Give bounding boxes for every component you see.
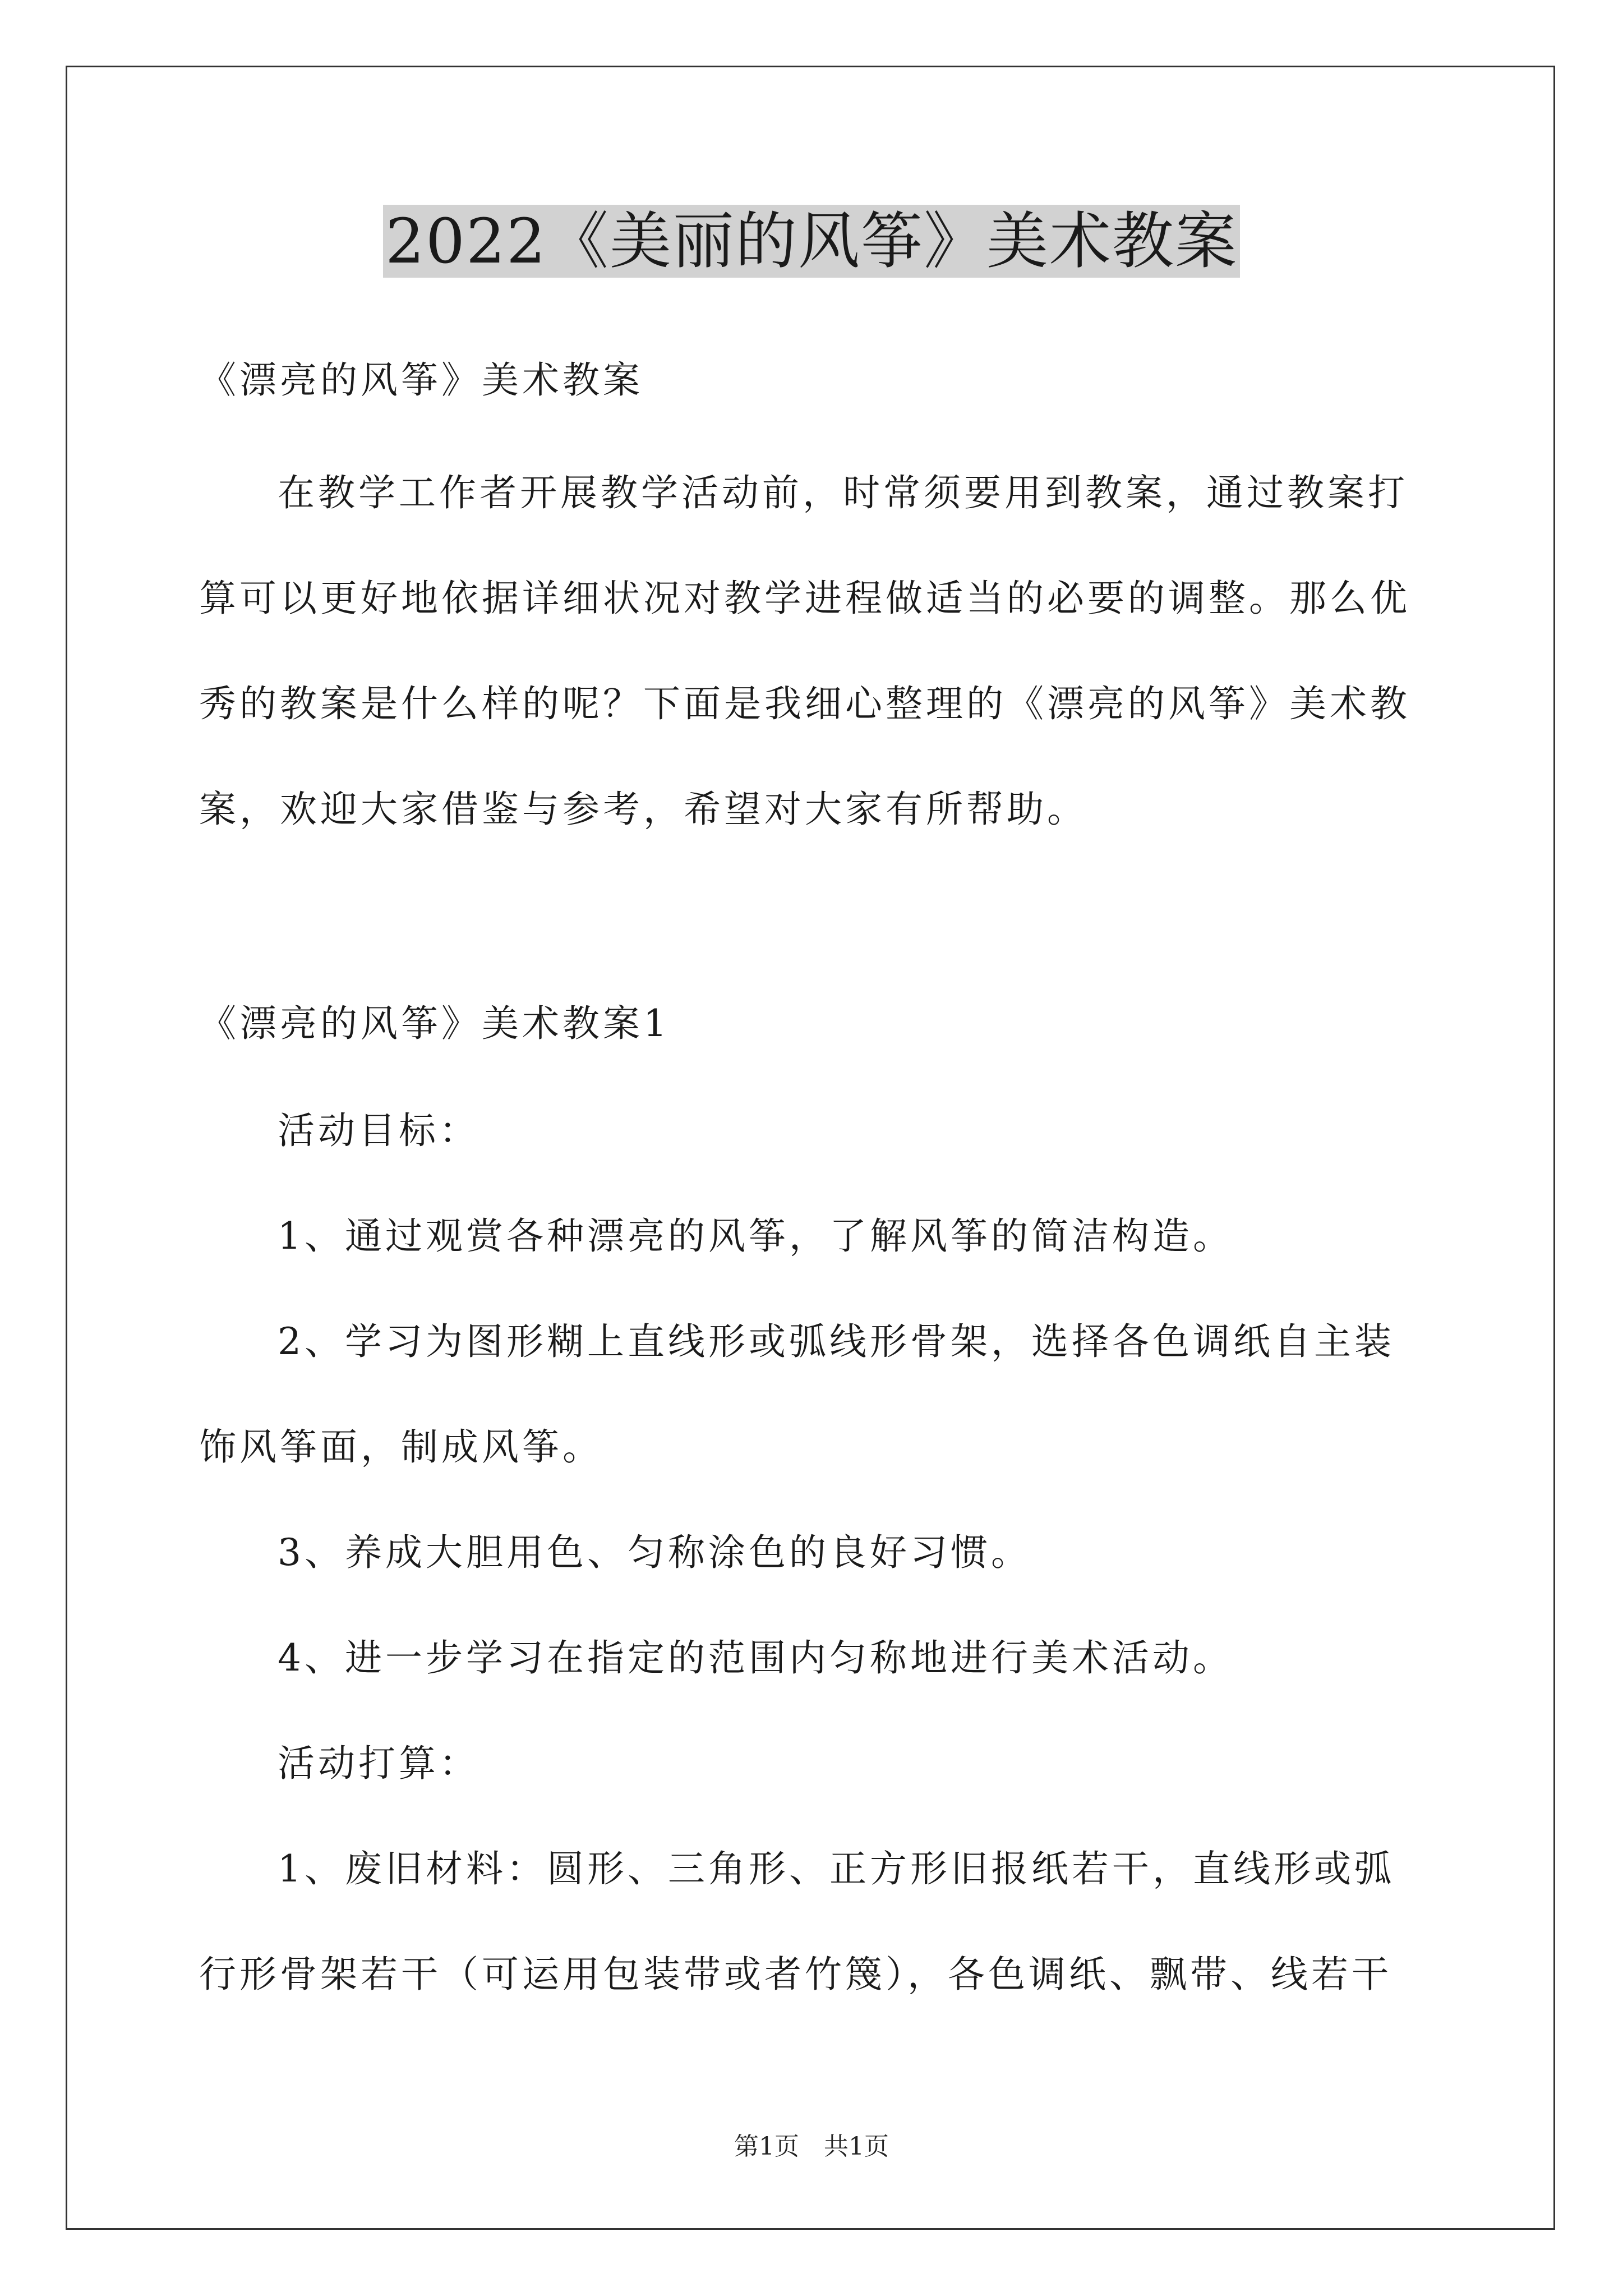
document-title: 2022《美丽的风筝》美术教案 — [383, 205, 1240, 278]
section-title: 《漂亮的风筝》美术教案1 — [199, 1002, 670, 1045]
intro-paragraph: 在教学工作者开展教学活动前，时常须要用到教案，通过教案打算可以更好地依据详细状况对教学进程做适当的必要的调整。那么优秀的教案是什么样的呢？下面是我细心整理的《漂亮的风筝》美术教案，欢迎大家借鉴与参考，希望对大家有所帮助。 — [199, 471, 1410, 831]
goal-item-2: 2、学习为图形糊上直线形或弧线形骨架，选择各色调纸自主装饰风筝面，制成风筝。 — [199, 1320, 1395, 1469]
goal-item-4: 4、进一步学习在指定的范围内匀称地进行美术活动。 — [278, 1636, 1233, 1680]
title-container — [0, 205, 1623, 278]
document-body — [199, 342, 1427, 2027]
prep-item-1: 1、废旧材料：圆形、三角形、正方形旧报纸若干，直线形或弧行形骨架若干（可运用包装带或者竹篾），各色调纸、飘带、线若干 — [199, 1847, 1395, 1996]
section-gap — [199, 862, 1427, 986]
prep-label: 活动打算： — [278, 1742, 479, 1785]
goal-item-1: 1、通过观赏各种漂亮的风筝，了解风筝的简洁构造。 — [278, 1214, 1233, 1258]
goal-item-3: 3、养成大胆用色、匀称涂色的良好习惯。 — [278, 1531, 1031, 1574]
document-subtitle: 《漂亮的风筝》美术教案 — [199, 358, 643, 402]
goals-label: 活动目标： — [278, 1109, 479, 1152]
page-footer: 第1页 共1页 — [734, 2132, 889, 2161]
